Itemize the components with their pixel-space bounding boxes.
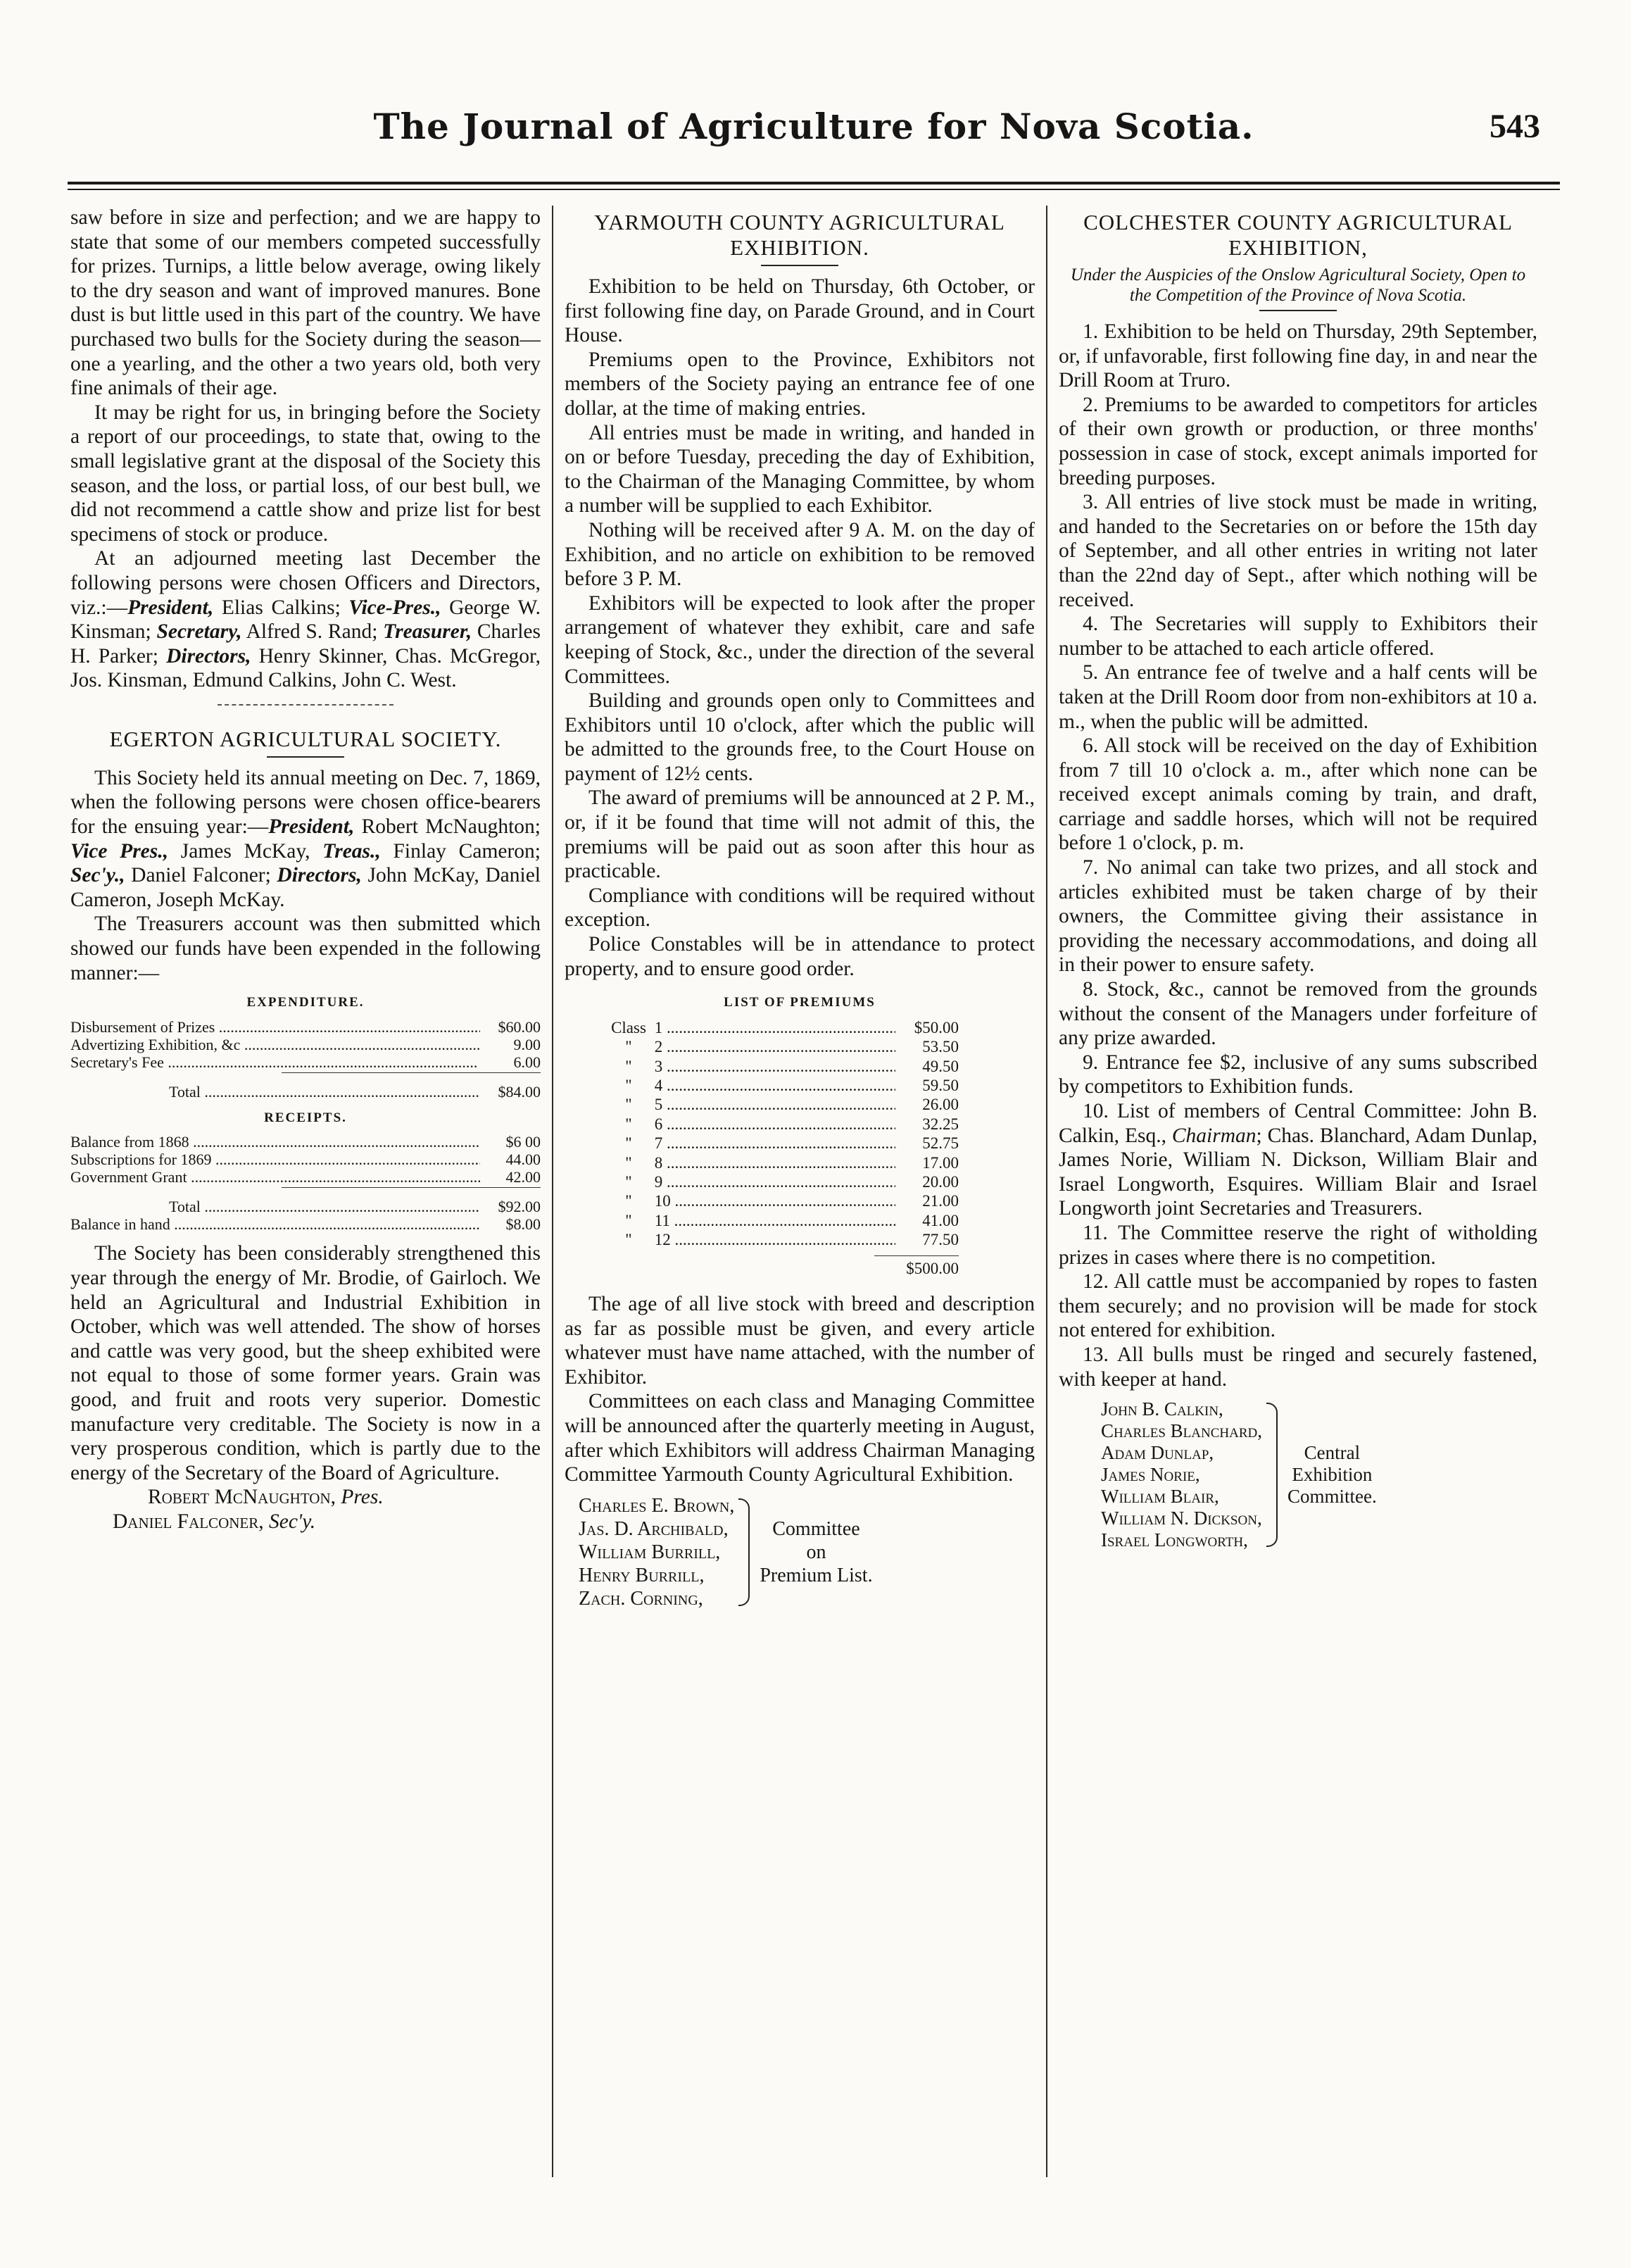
section-title: YARMOUTH COUNTY AGRICULTURAL EXHIBITION.: [594, 210, 1005, 260]
column-3: [1059, 206, 1537, 2191]
committee-names: Charles E. Brown, Jas. D. Archibald, William Burrill, Henry Burrill, Zach. Corning,: [579, 1494, 735, 1610]
paragraph: The age of all live stock with breed and description as far as possible must be given, and every article whatever must have name attached, with the number of Exhibitor.: [565, 1293, 1035, 1389]
column-divider: [552, 206, 553, 2177]
paragraph: Committees on each class and Managing Committee will be announced after the quarterly meeting in August, after which Exhibitors will address Chairman Managing Committee Yarmouth County Agricultural Exhibition.: [565, 1390, 1035, 1486]
premium-row: " 11 ..... 41.00: [607, 1211, 959, 1230]
premium-row: " 6 ..... 32.25: [607, 1115, 959, 1134]
paragraph: Exhibitors will be expected to look after the proper arrangement of whatever they exhibit, care and safe keeping of Stock, &c., under the direction of the several Committees.: [565, 591, 1035, 688]
column-2: [565, 206, 1035, 2191]
brace: [1266, 1403, 1278, 1547]
section-subtitle: Under the Auspicies of the Onslow Agricultural Society, Open to the Competition of the Province of Nova Scotia.: [1070, 265, 1526, 305]
premium-row: Class 1 ..... $50.00: [607, 1018, 959, 1037]
receipts-table: [70, 1133, 541, 1233]
rule-item: 12. All cattle must be accompanied by ropes to fasten them securely; and no provision will be made for stock not entered for exhibition.: [1059, 1270, 1537, 1342]
section-title: COLCHESTER COUNTY AGRICULTURAL EXHIBITION,: [1083, 210, 1513, 260]
committee-caption: Central Exhibition Committee.: [1287, 1442, 1377, 1508]
rule-item: 8. Stock, &c., cannot be removed from the grounds without the consent of the Managers under forfeiture of any prize awarded.: [1059, 978, 1537, 1050]
account-row: Secretary's Fee ..... 6.00: [70, 1053, 541, 1071]
rule-item: 11. The Committee reserve the right of witholding prizes in cases where there is no competition.: [1059, 1221, 1537, 1269]
title-rule: [761, 265, 838, 266]
committee-names: John B. Calkin, Charles Blanchard, Adam Dunlap, James Norie, William Blair, William N. Dickson, Israel Longworth,: [1101, 1398, 1262, 1551]
signature: Robert McNaughton, Pres.: [148, 1486, 384, 1509]
account-row: Government Grant ..... 42.00: [70, 1168, 541, 1186]
account-row: Disbursement of Prizes ..... $60.00: [70, 1018, 541, 1036]
page-header: [68, 106, 1560, 176]
paragraph: Compliance with conditions will be required without exception.: [565, 884, 1035, 932]
paragraph: Premiums open to the Province, Exhibitors not members of the Society paying an entrance fee of one dollar, at the time of making entries.: [565, 348, 1035, 420]
premiums-heading: LIST OF PREMIUMS: [724, 995, 876, 1010]
rule-item: 6. All stock will be received on the day of Exhibition from 7 till 10 o'clock a. m., after which none can be received except animals coming by train, and draft, carriage and saddle horses, which will not be required before 1 o'clock, p. m.: [1059, 734, 1537, 855]
rule-item: 7. No animal can take two prizes, and all stock and articles exhibited must be taken charge of by their owners, the Committee giving their assistance in providing the necessary accommodations, and doing all in their power to ensure safety.: [1059, 856, 1537, 977]
premium-row: " 4 ..... 59.50: [607, 1076, 959, 1095]
page-number: 543: [1490, 108, 1540, 145]
receipts-heading: RECEIPTS.: [264, 1110, 347, 1125]
paragraph: This Society held its annual meeting on Dec. 7, 1869, when the following persons were chosen office-bearers for the ensuing year:—President, Robert McNaughton; Vice Pres., James McKay, Treas., Finlay Cameron; Sec'y., Daniel Falconer; Directors, John McKay, Daniel Cameron, Joseph McKay.: [70, 766, 541, 911]
paragraph: Exhibition to be held on Thursday, 6th October, or first following fine day, on Parade Ground, and in Court House.: [565, 275, 1035, 347]
header-rule: [68, 182, 1560, 184]
account-row: Balance from 1868 ..... $6 00: [70, 1133, 541, 1151]
balance-row: Balance in hand ..... $8.00: [70, 1215, 541, 1233]
premium-row: " 3 ..... 49.50: [607, 1057, 959, 1076]
premium-row: " 5 ..... 26.00: [607, 1095, 959, 1114]
paragraph: It may be right for us, in bringing before the Society a report of our proceedings, to state that, owing to the small legislative grant at the disposal of the Society this season, and the loss, or partial loss, of our best bull, we did not recommend a cattle show and prize list for best specimens of stock or produce.: [70, 401, 541, 546]
title-rule: [267, 756, 344, 758]
expenditure-heading: EXPENDITURE.: [246, 995, 365, 1010]
brace: [738, 1498, 750, 1606]
paragraph: The Treasurers account was then submitted which showed our funds have been expended in the following manner:—: [70, 913, 541, 984]
account-total: Total ..... $92.00: [70, 1198, 541, 1215]
section-title: EGERTON AGRICULTURAL SOCIETY.: [109, 726, 502, 751]
paragraph: Nothing will be received after 9 A. M. on the day of Exhibition, and no article on exhibition to be removed before 3 P. M.: [565, 518, 1035, 591]
committee-block: [579, 1494, 1035, 1610]
rule-item: 2. Premiums to be awarded to competitors for articles of their own growth or production, or three months' possession in case of stock, except animals imported for breeding purposes.: [1059, 393, 1537, 489]
rule-item: 3. All entries of live stock must be made in writing, and handed to the Secretaries on or before the 15th day of September, and all other entries in writing not later than the 22nd day of Sept., after which nothing will be received.: [1059, 491, 1537, 611]
committee-caption: Committee on Premium List.: [760, 1517, 873, 1586]
premium-row: " 2 ..... 53.50: [607, 1037, 959, 1056]
rule-item: 1. Exhibition to be held on Thursday, 29th September, or, if unfavorable, first following fine day, in and near the Drill Room at Truro.: [1059, 320, 1537, 392]
premium-row: " 8 ..... 17.00: [607, 1153, 959, 1172]
rule-item: 13. All bulls must be ringed and securely fastened, with keeper at hand.: [1059, 1343, 1537, 1391]
column-divider: [1046, 206, 1047, 2177]
premium-list: [607, 1018, 959, 1278]
rule-item: 4. The Secretaries will supply to Exhibitors their number to be attached to each article offered.: [1059, 613, 1537, 660]
section-divider: [218, 704, 393, 706]
column-1: [70, 206, 541, 2191]
account-total: Total ..... $84.00: [70, 1083, 541, 1101]
paragraph: Police Constables will be in attendance to protect property, and to ensure good order.: [565, 933, 1035, 980]
title-rule: [1259, 310, 1337, 311]
expenditure-table: [70, 1018, 541, 1101]
paragraph: All entries must be made in writing, and handed in on or before Tuesday, preceding the day of Exhibition, to the Chairman of the Managing Committee, by whom a number will be supplied to each Exhibitor.: [565, 421, 1035, 518]
paragraph: Building and grounds open only to Committees and Exhibitors until 10 o'clock, after which the public will be admitted to the grounds free, to the Court House on payment of 12½ cents.: [565, 689, 1035, 785]
premium-total: $500.00: [874, 1255, 959, 1278]
running-title: The Journal of Agriculture for Nova Scotia.: [373, 106, 1254, 147]
header-rule-thin: [68, 189, 1560, 190]
signature: Daniel Falconer, Sec'y.: [113, 1510, 316, 1533]
premium-row: " 12 ..... 77.50: [607, 1230, 959, 1249]
account-row: Subscriptions for 1869 ..... 44.00: [70, 1151, 541, 1168]
rule-item: 10. List of members of Central Committee: John B. Calkin, Esq., Chairman; Chas. Blanchard, Adam Dunlap, James Norie, William N. Dickson, William Blair and Israel Longworth, Esquires. William Blair and Israel Longworth joint Secretaries and Treasurers.: [1059, 1100, 1537, 1220]
paragraph: The award of premiums will be announced at 2 P. M., or, if it be found that time will not admit of this, the premiums will be paid out as soon after this hour as practicable.: [565, 787, 1035, 883]
paragraph: saw before in size and perfection; and we are happy to state that some of our members competed successfully for prizes. Turnips, a little below average, owing likely to the dry season and want of improved manures. Bone dust is but little used in this part of the country. We have purchased two bulls for the Society during the season—one a yearling, and the other a two years old, both very fine animals of their age.: [70, 206, 541, 400]
premium-row: " 10 ..... 21.00: [607, 1191, 959, 1210]
committee-block: [1101, 1398, 1537, 1551]
premium-row: " 7 ..... 52.75: [607, 1134, 959, 1153]
account-row: Advertizing Exhibition, &c ..... 9.00: [70, 1036, 541, 1053]
premium-row: " 9 ..... 20.00: [607, 1172, 959, 1191]
rule-item: 9. Entrance fee $2, inclusive of any sums subscribed by competitors to Exhibition funds.: [1059, 1051, 1537, 1098]
paragraph: The Society has been considerably strengthened this year through the energy of Mr. Brodie, of Gairloch. We held an Agricultural and Industrial Exhibition in October, which was well attended. The show of horses and cattle was very good, but the sheep exhibited were not equal to those of some former years. Grain was good, and fruit and roots very superior. Domestic manufacture very creditable. The Society is now in a very prosperous condition, which is partly due to the energy of the Secretary of the Board of Agriculture.: [70, 1242, 541, 1484]
rule-item: 5. An entrance fee of twelve and a half cents will be taken at the Drill Room door from non-exhibitors at 10 a. m., when the public will be admitted.: [1059, 661, 1537, 733]
paragraph: At an adjourned meeting last December the following persons were chosen Officers and Directors, viz.:—President, Elias Calkins; Vice-Pres., George W. Kinsman; Secretary, Alfred S. Rand; Treasurer, Charles H. Parker; Directors, Henry Skinner, Chas. McGregor, Jos. Kinsman, Edmund Calkins, John C. West.: [70, 547, 541, 692]
